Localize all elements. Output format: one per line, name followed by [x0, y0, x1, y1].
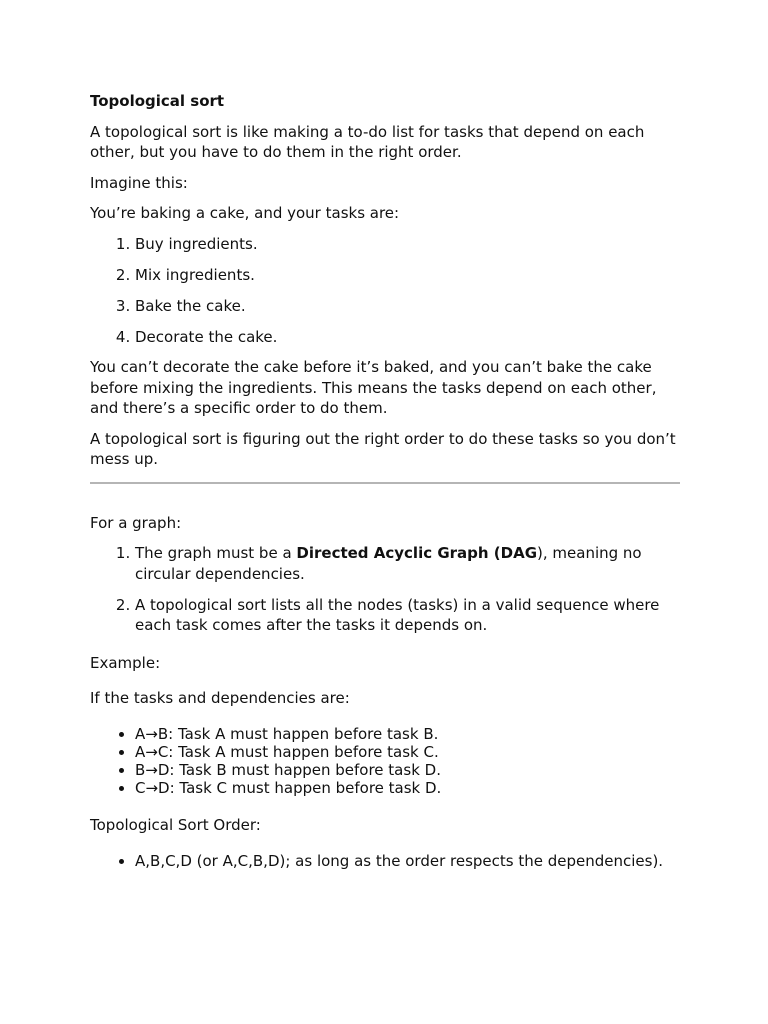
dependencies-label: If the tasks and dependencies are:	[90, 689, 350, 707]
list-item: 2. A topological sort lists all the nodes (tasks) in a valid sequence where each task comes after the tasks it depends on.	[135, 595, 680, 636]
task-steps-list	[90, 234, 680, 348]
sort-order-label: Topological Sort Order:	[90, 815, 261, 834]
horizontal-divider	[90, 482, 680, 484]
list-item: 3. Bake the cake.	[135, 296, 680, 317]
list-item: 1. Buy ingredients.	[135, 234, 680, 255]
imagine-paragraph: Imagine this:	[90, 173, 188, 192]
rule1-text-after: ), meaning no circular dependencies.	[135, 544, 642, 583]
explanation-paragraph: You can’t decorate the cake before it’s baked, and you can’t bake the cake before mixing the ingredients. This means the tasks depend on each other, and there’s a specific order to do them.	[90, 358, 657, 417]
example-label: Example:	[90, 653, 161, 672]
list-item: • A,B,C,D (or A,C,B,D); as long as the order respects the dependencies).	[135, 851, 680, 872]
rule1-bold-text: Directed Acyclic Graph (DAG	[296, 544, 538, 562]
list-item: • B→D: Task B must happen before task D.	[135, 761, 680, 779]
summary-paragraph: A topological sort is figuring out the right order to do these tasks so you don’t mess up.	[90, 429, 676, 468]
list-item: 4. Decorate the cake.	[135, 327, 680, 348]
list-item: • A→B: Task A must happen before task B.	[135, 725, 680, 743]
list-item: • A→C: Task A must happen before task C.	[135, 743, 680, 761]
graph-rules-list	[90, 543, 680, 636]
graph-label: For a graph:	[90, 513, 182, 532]
sort-order-list	[90, 851, 680, 872]
document	[90, 91, 680, 872]
list-item: 2. Mix ingredients.	[135, 265, 680, 286]
list-item: • C→D: Task C must happen before task D.	[135, 779, 680, 797]
intro-paragraph: A topological sort is like making a to-do list for tasks that depend on each other, but you have to do them in the right order.	[90, 122, 645, 161]
document-title: Topological sort	[90, 92, 225, 110]
list-item	[135, 543, 680, 584]
rule1-text-before: The graph must be a	[135, 544, 297, 562]
baking-paragraph: You’re baking a cake, and your tasks are:	[90, 204, 400, 222]
dependencies-list	[90, 725, 680, 798]
